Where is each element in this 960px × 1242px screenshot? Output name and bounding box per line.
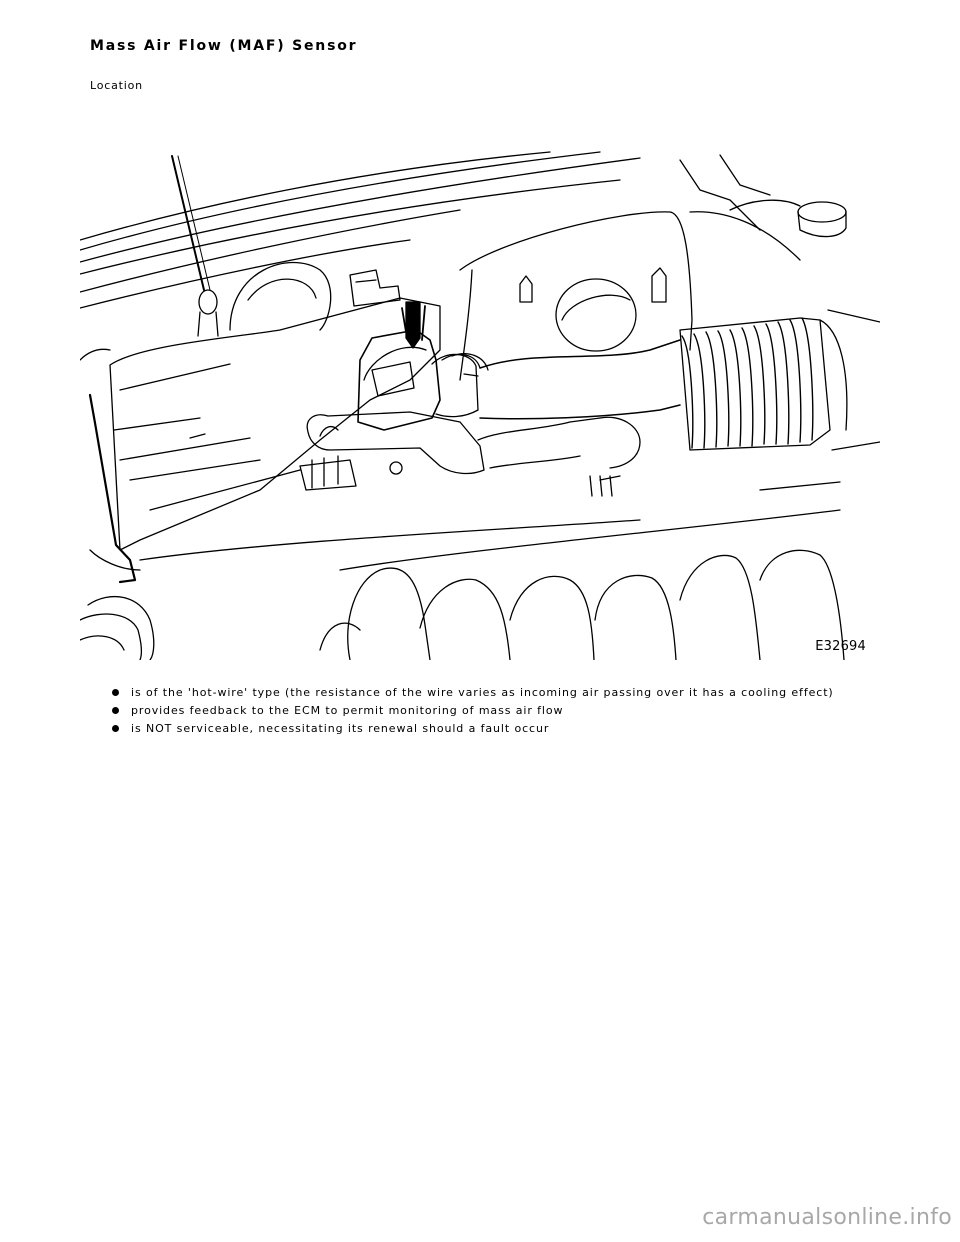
- bullet-text: is NOT serviceable, necessitating its renewal should a fault occur: [131, 722, 550, 735]
- bullet-item: [112, 702, 834, 720]
- bullet-item: [112, 720, 834, 738]
- bullet-item: [112, 684, 834, 702]
- engine-bay-illustration: [80, 150, 880, 660]
- feature-bullet-list: [112, 684, 834, 738]
- page-title: Mass Air Flow (MAF) Sensor: [90, 38, 358, 54]
- bullet-icon: [112, 689, 119, 696]
- watermark-text: carmanualsonline.info: [702, 1205, 952, 1230]
- figure-reference-label: E32694: [815, 639, 866, 654]
- location-heading: Location: [90, 79, 143, 92]
- bullet-text: provides feedback to the ECM to permit monitoring of mass air flow: [131, 704, 564, 717]
- bullet-icon: [112, 725, 119, 732]
- bullet-text: is of the 'hot-wire' type (the resistance of the wire varies as incoming air passing over it has a cooling effect): [131, 686, 834, 699]
- bullet-icon: [112, 707, 119, 714]
